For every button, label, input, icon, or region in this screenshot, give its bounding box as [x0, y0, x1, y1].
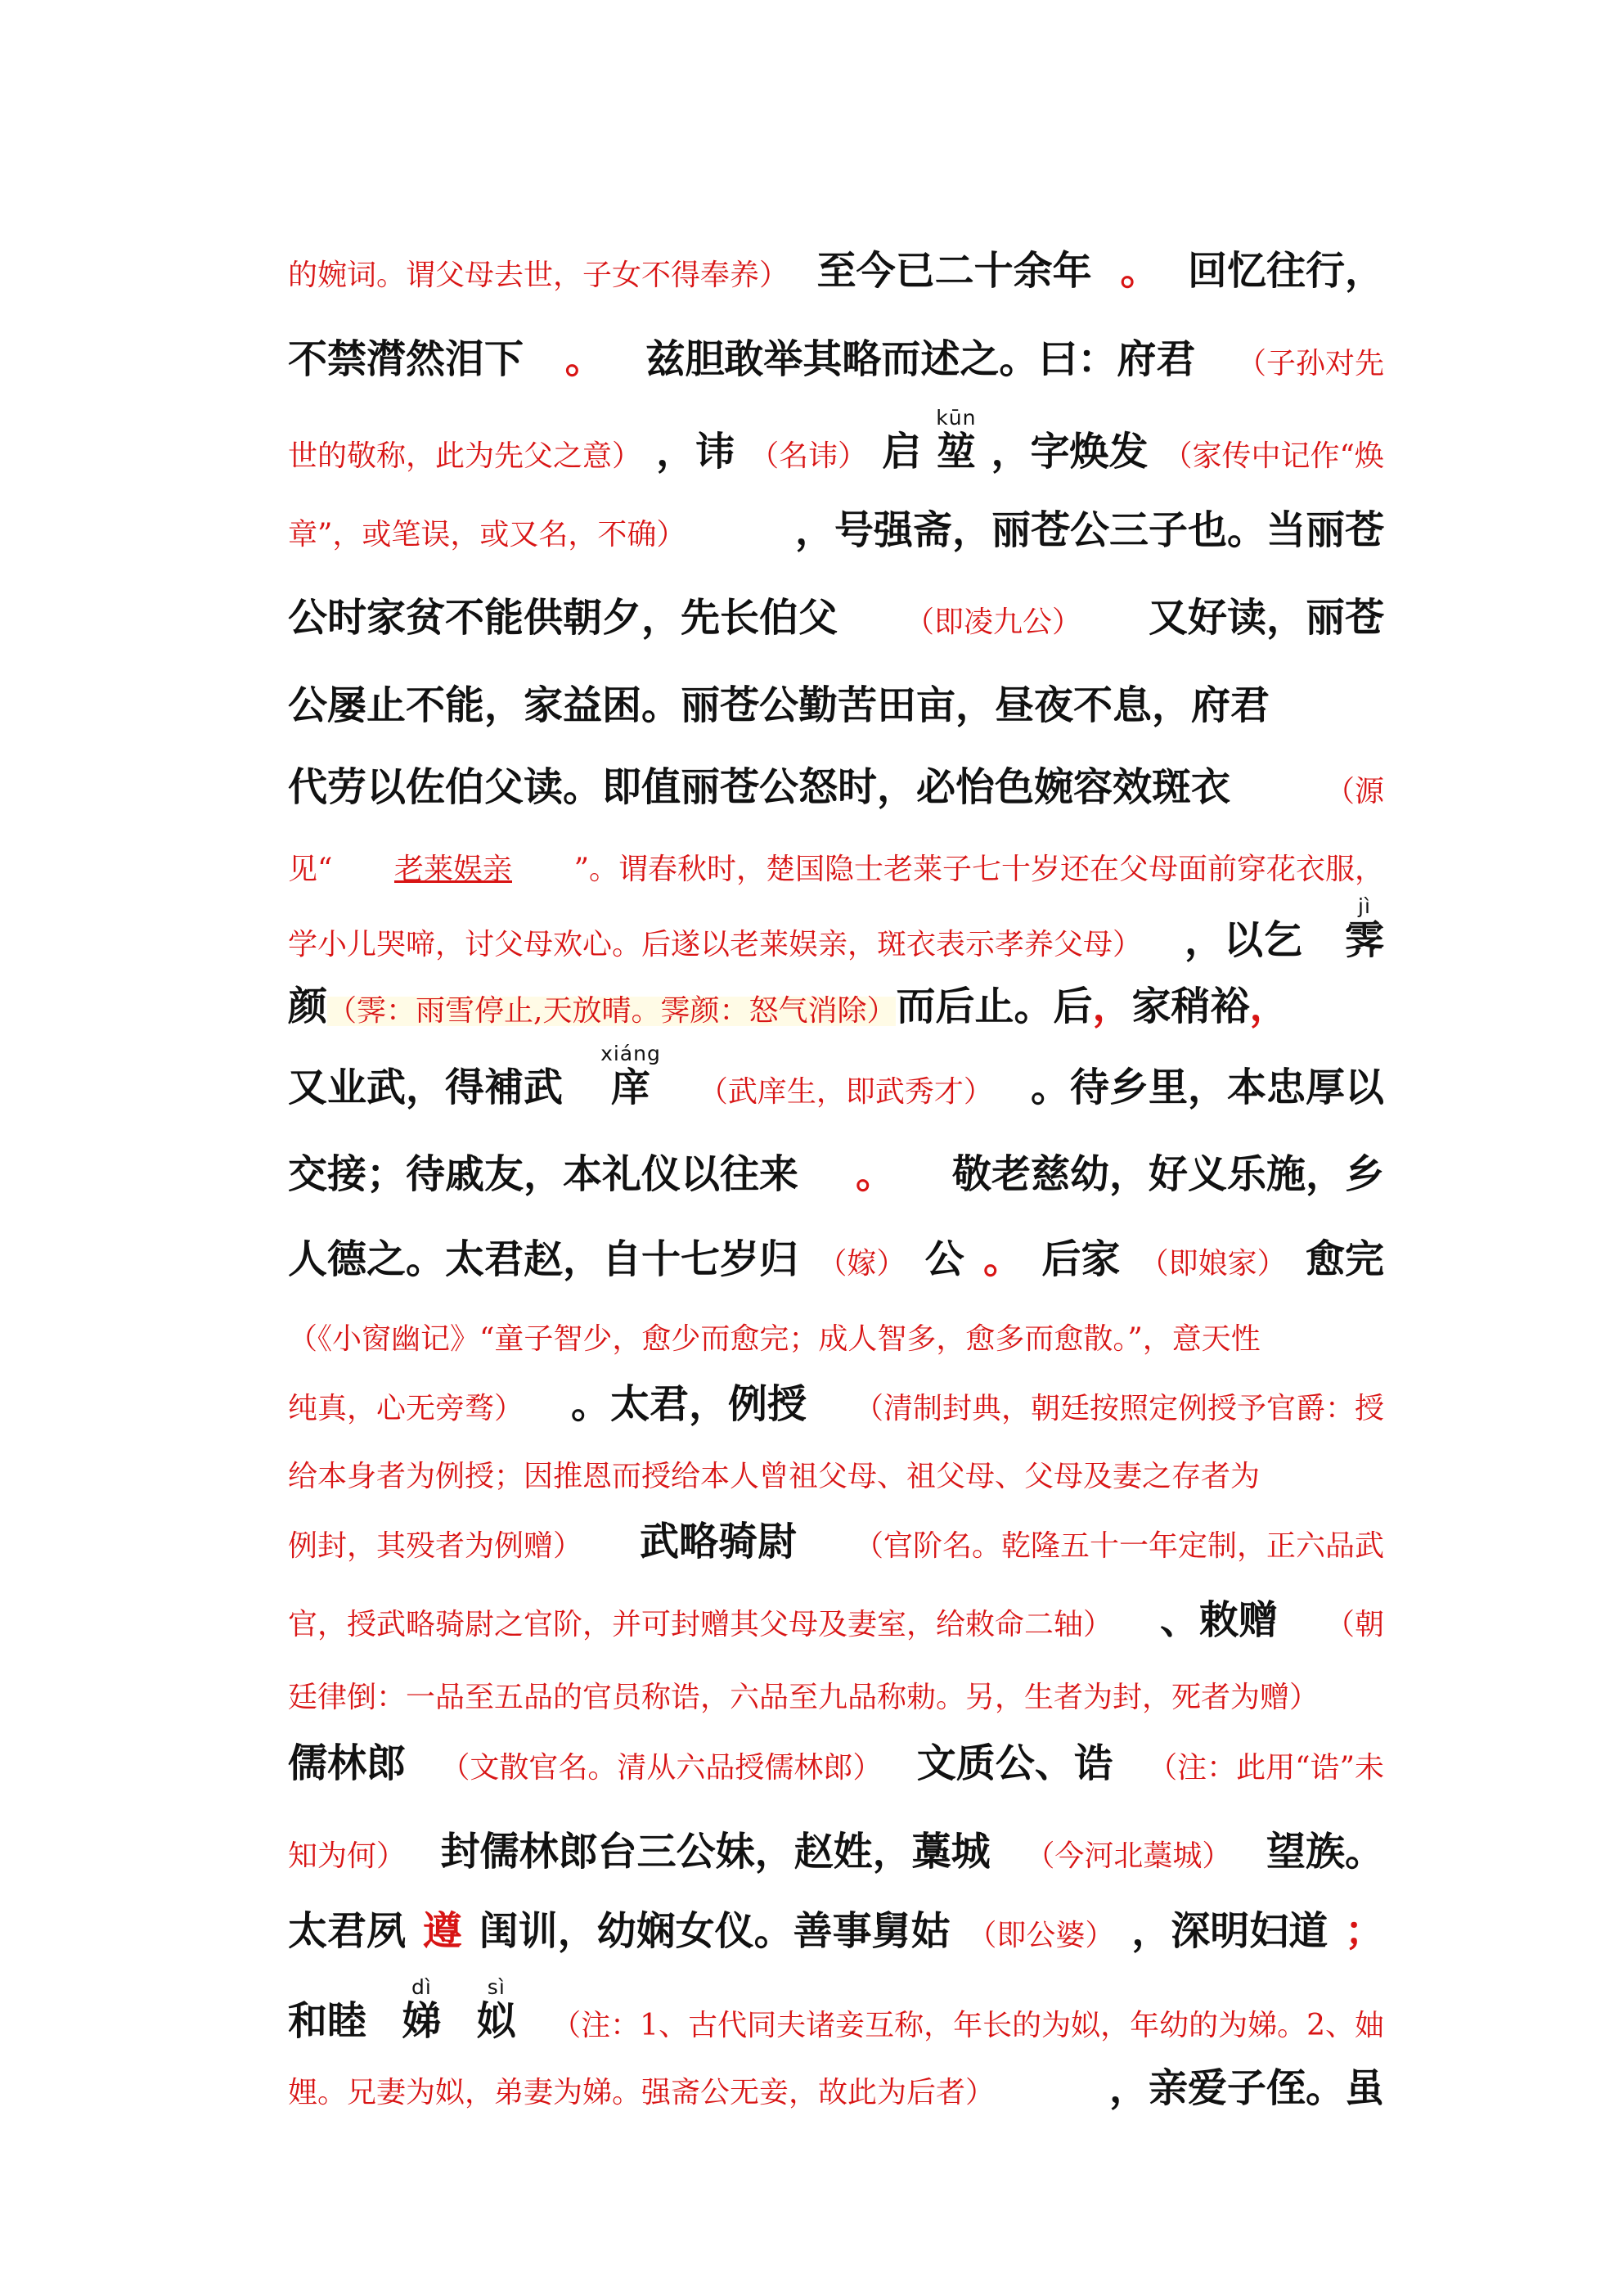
body-text: 至今已二十余年 — [816, 248, 1092, 294]
annotation-note: （文散官名。清从六品授儒林郎） — [440, 1751, 883, 1785]
annotation-note: 廷律倒：一品至五品的官员称诰，六品至九品称勅。另，生者为封，死者为赠） — [288, 1681, 1320, 1714]
body-text: 人德之。太君赵，自十七岁归 — [288, 1236, 799, 1282]
annotated-char: 姒 — [476, 1998, 516, 2044]
annotated-char: 霁 — [1344, 917, 1384, 963]
text-line — [288, 1681, 1384, 1786]
body-text: 公屡止不能，家益困。丽苍公勤苦田亩，昼夜不息，府君 — [288, 682, 1270, 728]
annotation-note: （今河北藁城） — [1025, 1839, 1232, 1873]
body-text: 后家 — [1041, 1236, 1121, 1282]
highlighted-text: ， — [1249, 984, 1289, 1029]
body-text: 而后止。后 — [896, 984, 1093, 1029]
annotation-note: （注：此用“诰”未 — [1148, 1751, 1384, 1785]
body-text: 公 — [924, 1236, 964, 1282]
pinyin-label: xiáng — [600, 1042, 661, 1065]
body-text: ，字焕发 — [991, 429, 1149, 475]
body-text: 启 — [882, 429, 922, 475]
annotation-note: （即公婆） — [967, 1919, 1115, 1952]
annotation-note: 章”，或笔误，或又名，不确） — [288, 518, 686, 551]
body-text: 家稍裕 — [1131, 984, 1250, 1029]
body-text: 代劳以佐伯父读。即值丽苍公怒时，必怡色婉容效斑衣 — [288, 764, 1231, 810]
text-line — [288, 1853, 1384, 1954]
annotation-note: （《小窗幽记》“童子智少，愈少而愈完；成人智多，愈多而愈散。”，意天性 — [288, 1322, 1261, 1356]
pinyin-label: kūn — [936, 406, 977, 430]
text-line — [288, 2010, 1384, 2111]
annotation-note: （嫁） — [817, 1247, 906, 1281]
highlighted-text: 遵 — [422, 1908, 462, 1954]
text-line — [288, 452, 1384, 553]
annotation-note: （家传中记作“焕 — [1162, 439, 1384, 473]
body-text: 兹胆敢举其略而述之。曰：府君 — [645, 336, 1196, 382]
annotation-note: 的婉词。谓父母去世，子女不得奉养） — [288, 259, 789, 292]
highlighted-text: 。 — [1120, 248, 1160, 294]
pinyin-label: jì — [1344, 894, 1384, 918]
annotation-note: （即娘家） — [1139, 1247, 1287, 1281]
body-text: 回忆往行， — [1187, 248, 1384, 294]
body-text: 颜 — [288, 984, 328, 1029]
annotated-char: 堃 — [936, 429, 977, 475]
text-line — [288, 1009, 1384, 1110]
annotation-note: （子孙对先 — [1236, 347, 1384, 380]
text-line — [288, 281, 1384, 382]
annotation-note: （朝 — [1324, 1608, 1384, 1641]
annotation-note: 例封，其殁者为例赠） — [288, 1529, 583, 1563]
annotation-note: 给本身者为例授；因推恩而授给本人曾祖父母、祖父母、父母及妻之存者为 — [288, 1460, 1261, 1493]
body-text: ，亲爱子侄。虽 — [1108, 2065, 1384, 2111]
annotation-note: （武庠生，即武秀才） — [698, 1075, 993, 1109]
body-text: 、敕赠 — [1159, 1597, 1278, 1643]
annotation-note: 知为何） — [288, 1839, 407, 1873]
highlighted-text: 。 — [855, 1151, 895, 1197]
annotation-note: 官，授武略骑尉之官阶，并可封赠其父母及妻室，给敕命二轴） — [288, 1608, 1113, 1641]
body-text: ，号强斋，丽苍公三子也。当丽苍 — [794, 507, 1384, 553]
annotation-note: （即凌九公） — [904, 606, 1081, 639]
annotation-note: 娌。兄妻为姒，弟妻为娣。强斋公无妾，故此为后者） — [288, 2076, 996, 2109]
annotation-note: 见“ — [288, 853, 333, 886]
annotation-note: （注：1、古代同夫诸妾互称，年长的为姒，年幼的为娣。2、妯 — [551, 2009, 1384, 2042]
highlighted-text: 。 — [564, 336, 605, 382]
body-text: 太君夙 — [288, 1908, 407, 1954]
body-text: 公时家贫不能供朝夕，先长伯父 — [288, 595, 838, 641]
annotation-note: （源 — [1324, 775, 1384, 808]
annotated-char: 庠 — [600, 1065, 661, 1110]
highlighted-text: ， — [1092, 984, 1132, 1029]
highlighted-text: ； — [1344, 1908, 1384, 1954]
text-line — [288, 192, 1384, 294]
annotation-note: 学小儿哭啼，讨父母欢心。后遂以老莱娱亲，斑衣表示孝养父母） — [288, 928, 1143, 961]
body-text: 望族。 — [1266, 1829, 1384, 1875]
body-text: 儒林郎 — [288, 1740, 407, 1786]
body-text: 封儒林郎台三公妹，赵姓，藁城 — [440, 1829, 991, 1875]
annotation-note: （名讳） — [749, 439, 868, 473]
highlighted-text: 。 — [982, 1236, 1023, 1282]
annotation-note: （霁：雨雪停止,天放晴。霁颜：怒气消除） — [327, 994, 897, 1028]
annotation-note: （官阶名。乾隆五十一年定制，正六品武 — [853, 1529, 1384, 1563]
body-text: 和睦 — [288, 1998, 367, 2044]
annotation-note: 老莱娱亲 — [393, 853, 512, 886]
body-text: ，深明妇道 — [1131, 1908, 1329, 1954]
body-text: 闺训，幼娴女仪。善事舅姑 — [479, 1908, 951, 1954]
pinyin-label: dì — [402, 1975, 442, 1999]
body-text: 。待乡里，本忠厚以 — [1030, 1065, 1384, 1110]
body-text: 愈完 — [1305, 1236, 1384, 1282]
annotated-char: 娣 — [402, 1998, 442, 2044]
body-text: 文质公、诰 — [916, 1740, 1113, 1786]
body-text: ，讳 — [656, 429, 735, 475]
annotation-note: 世的敬称，此为先父之意） — [288, 439, 642, 473]
body-text: 。太君，例授 — [570, 1381, 807, 1427]
body-text: ，以乞 — [1184, 917, 1302, 963]
body-text: 敬老慈幼，好义乐施，乡 — [951, 1151, 1384, 1197]
annotation-note: 纯真，心无旁骛） — [288, 1392, 524, 1425]
pinyin-label: sì — [476, 1975, 516, 1999]
body-text: 武略骑尉 — [639, 1519, 797, 1564]
text-line — [288, 539, 1384, 641]
body-text: 不禁潸然泪下 — [288, 336, 524, 382]
body-text: 又好读，丽苍 — [1148, 595, 1384, 641]
body-text: 又业武，得補武 — [288, 1065, 564, 1110]
annotation-note: （清制封典，朝廷按照定例授予官爵：授 — [853, 1392, 1384, 1425]
body-text: 交接；待戚友，本礼仪以往来 — [288, 1151, 799, 1197]
annotation-note: ”。谓春秋时，楚国隐士老莱子七十岁还在父母面前穿花衣服， — [573, 853, 1384, 886]
text-line — [288, 1096, 1384, 1197]
